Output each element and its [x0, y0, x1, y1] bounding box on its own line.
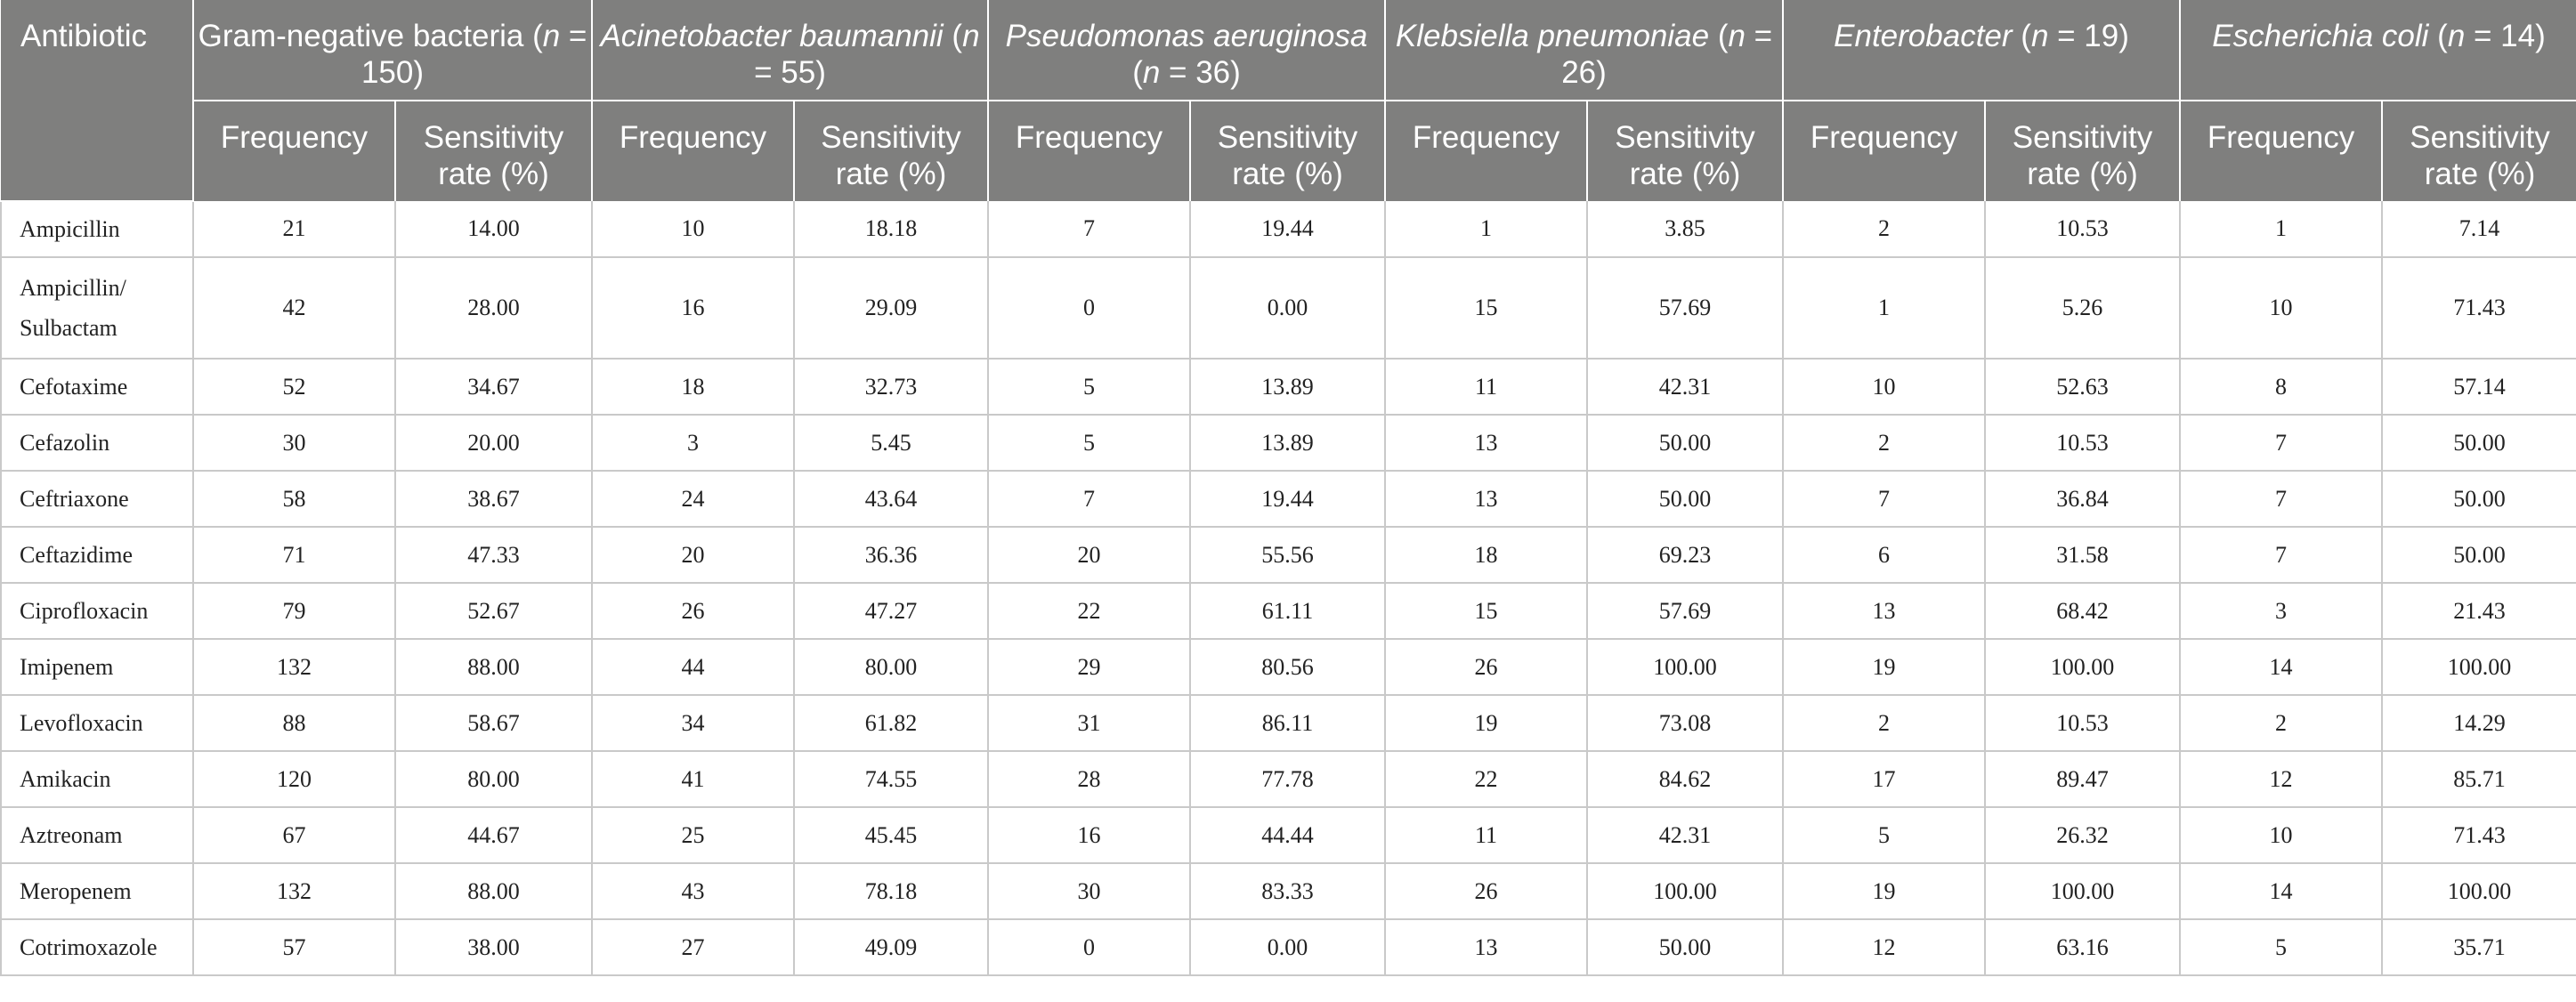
frequency-cell: 10 — [1783, 359, 1985, 415]
frequency-cell: 79 — [193, 583, 395, 639]
frequency-cell: 11 — [1385, 807, 1587, 863]
frequency-cell: 3 — [2180, 583, 2382, 639]
sensitivity-rate-cell: 36.84 — [1985, 471, 2180, 527]
sensitivity-header: Sensitivity rate (%) — [1985, 101, 2180, 201]
frequency-cell: 2 — [1783, 201, 1985, 257]
frequency-cell: 27 — [592, 919, 794, 975]
frequency-cell: 14 — [2180, 863, 2382, 919]
frequency-cell: 67 — [193, 807, 395, 863]
frequency-cell: 12 — [1783, 919, 1985, 975]
sensitivity-rate-cell: 26.32 — [1985, 807, 2180, 863]
sensitivity-header: Sensitivity rate (%) — [395, 101, 592, 201]
frequency-cell: 7 — [2180, 415, 2382, 471]
sensitivity-rate-cell: 50.00 — [1587, 415, 1783, 471]
frequency-cell: 5 — [988, 359, 1190, 415]
sensitivity-rate-cell: 10.53 — [1985, 415, 2180, 471]
frequency-cell: 19 — [1783, 639, 1985, 695]
frequency-cell: 132 — [193, 863, 395, 919]
sensitivity-rate-cell: 44.67 — [395, 807, 592, 863]
frequency-cell: 57 — [193, 919, 395, 975]
antibiotic-name-cell: Cefotaxime — [1, 359, 193, 415]
sensitivity-rate-cell: 20.00 — [395, 415, 592, 471]
frequency-cell: 34 — [592, 695, 794, 751]
frequency-cell: 7 — [2180, 527, 2382, 583]
sensitivity-rate-cell: 7.14 — [2382, 201, 2576, 257]
frequency-cell: 19 — [1385, 695, 1587, 751]
group-header-gram-negative: Gram-negative bacteria (n = 150) — [193, 0, 592, 101]
sensitivity-rate-cell: 74.55 — [794, 751, 988, 807]
frequency-cell: 18 — [592, 359, 794, 415]
frequency-header: Frequency — [2180, 101, 2382, 201]
sensitivity-rate-cell: 5.45 — [794, 415, 988, 471]
frequency-cell: 22 — [1385, 751, 1587, 807]
sensitivity-rate-cell: 69.23 — [1587, 527, 1783, 583]
frequency-cell: 30 — [193, 415, 395, 471]
table-row — [1, 639, 2576, 695]
table-row — [1, 527, 2576, 583]
frequency-cell: 26 — [1385, 639, 1587, 695]
frequency-cell: 13 — [1385, 471, 1587, 527]
sensitivity-rate-cell: 13.89 — [1190, 359, 1385, 415]
frequency-cell: 25 — [592, 807, 794, 863]
frequency-cell: 132 — [193, 639, 395, 695]
frequency-cell: 120 — [193, 751, 395, 807]
frequency-cell: 43 — [592, 863, 794, 919]
frequency-cell: 52 — [193, 359, 395, 415]
antibiotic-header: Antibiotic — [1, 0, 193, 201]
table-row — [1, 807, 2576, 863]
sensitivity-rate-cell: 68.42 — [1985, 583, 2180, 639]
sensitivity-rate-cell: 57.14 — [2382, 359, 2576, 415]
frequency-cell: 2 — [1783, 695, 1985, 751]
frequency-cell: 5 — [988, 415, 1190, 471]
frequency-cell: 31 — [988, 695, 1190, 751]
frequency-cell: 7 — [988, 201, 1190, 257]
frequency-cell: 7 — [2180, 471, 2382, 527]
sensitivity-rate-cell: 80.00 — [395, 751, 592, 807]
table-row — [1, 583, 2576, 639]
frequency-cell: 0 — [988, 919, 1190, 975]
group-header-escherichia: Escherichia coli (n = 14) — [2180, 0, 2576, 101]
frequency-cell: 1 — [2180, 201, 2382, 257]
sensitivity-rate-cell: 42.31 — [1587, 807, 1783, 863]
antibiotic-name-cell: Ceftazidime — [1, 527, 193, 583]
sensitivity-header: Sensitivity rate (%) — [2382, 101, 2576, 201]
sensitivity-rate-cell: 19.44 — [1190, 201, 1385, 257]
frequency-cell: 5 — [1783, 807, 1985, 863]
sensitivity-rate-cell: 58.67 — [395, 695, 592, 751]
frequency-cell: 2 — [2180, 695, 2382, 751]
frequency-cell: 42 — [193, 257, 395, 359]
frequency-cell: 88 — [193, 695, 395, 751]
sensitivity-rate-cell: 42.31 — [1587, 359, 1783, 415]
sensitivity-rate-cell: 52.67 — [395, 583, 592, 639]
frequency-cell: 16 — [988, 807, 1190, 863]
sensitivity-rate-cell: 10.53 — [1985, 201, 2180, 257]
sensitivity-header: Sensitivity rate (%) — [794, 101, 988, 201]
sensitivity-rate-cell: 10.53 — [1985, 695, 2180, 751]
antibiotic-name-cell: Levofloxacin — [1, 695, 193, 751]
sensitivity-rate-cell: 57.69 — [1587, 583, 1783, 639]
table-row — [1, 751, 2576, 807]
frequency-cell: 10 — [2180, 807, 2382, 863]
sensitivity-rate-cell: 21.43 — [2382, 583, 2576, 639]
sensitivity-rate-cell: 85.71 — [2382, 751, 2576, 807]
frequency-cell: 18 — [1385, 527, 1587, 583]
frequency-cell: 28 — [988, 751, 1190, 807]
sensitivity-rate-cell: 38.67 — [395, 471, 592, 527]
sensitivity-rate-cell: 34.67 — [395, 359, 592, 415]
frequency-cell: 17 — [1783, 751, 1985, 807]
sensitivity-rate-cell: 5.26 — [1985, 257, 2180, 359]
sensitivity-rate-cell: 63.16 — [1985, 919, 2180, 975]
frequency-cell: 0 — [988, 257, 1190, 359]
sensitivity-rate-cell: 84.62 — [1587, 751, 1783, 807]
sensitivity-rate-cell: 13.89 — [1190, 415, 1385, 471]
frequency-cell: 26 — [592, 583, 794, 639]
frequency-cell: 30 — [988, 863, 1190, 919]
sensitivity-rate-cell: 28.00 — [395, 257, 592, 359]
table-row — [1, 257, 2576, 359]
frequency-cell: 41 — [592, 751, 794, 807]
table-row — [1, 695, 2576, 751]
sensitivity-rate-cell: 100.00 — [1985, 639, 2180, 695]
table-row — [1, 863, 2576, 919]
frequency-cell: 20 — [988, 527, 1190, 583]
frequency-cell: 71 — [193, 527, 395, 583]
table-row — [1, 359, 2576, 415]
sensitivity-header: Sensitivity rate (%) — [1190, 101, 1385, 201]
frequency-cell: 44 — [592, 639, 794, 695]
sensitivity-rate-cell: 52.63 — [1985, 359, 2180, 415]
table-row — [1, 415, 2576, 471]
sensitivity-rate-cell: 43.64 — [794, 471, 988, 527]
sensitivity-rate-cell: 31.58 — [1985, 527, 2180, 583]
antibiotic-name-cell: Amikacin — [1, 751, 193, 807]
sensitivity-rate-cell: 47.33 — [395, 527, 592, 583]
group-header-klebsiella: Klebsiella pneumoniae (n = 26) — [1385, 0, 1783, 101]
sensitivity-rate-cell: 3.85 — [1587, 201, 1783, 257]
sensitivity-rate-cell: 57.69 — [1587, 257, 1783, 359]
frequency-cell: 24 — [592, 471, 794, 527]
frequency-cell: 13 — [1385, 415, 1587, 471]
frequency-cell: 20 — [592, 527, 794, 583]
frequency-cell: 14 — [2180, 639, 2382, 695]
sensitivity-header: Sensitivity rate (%) — [1587, 101, 1783, 201]
frequency-header: Frequency — [193, 101, 395, 201]
frequency-cell: 19 — [1783, 863, 1985, 919]
frequency-cell: 58 — [193, 471, 395, 527]
frequency-cell: 13 — [1783, 583, 1985, 639]
frequency-cell: 1 — [1783, 257, 1985, 359]
frequency-header: Frequency — [1385, 101, 1587, 201]
frequency-cell: 26 — [1385, 863, 1587, 919]
group-header-pseudomonas: Pseudomonas aeruginosa (n = 36) — [988, 0, 1385, 101]
sensitivity-rate-cell: 50.00 — [2382, 527, 2576, 583]
sensitivity-rate-cell: 38.00 — [395, 919, 592, 975]
frequency-cell: 16 — [592, 257, 794, 359]
frequency-cell: 10 — [2180, 257, 2382, 359]
frequency-cell: 7 — [988, 471, 1190, 527]
frequency-header: Frequency — [988, 101, 1190, 201]
frequency-cell: 22 — [988, 583, 1190, 639]
sensitivity-rate-cell: 100.00 — [1587, 639, 1783, 695]
sensitivity-rate-cell: 36.36 — [794, 527, 988, 583]
sensitivity-rate-cell: 47.27 — [794, 583, 988, 639]
antibiotic-name-cell: Ampicillin — [1, 201, 193, 257]
frequency-cell: 1 — [1385, 201, 1587, 257]
sensitivity-rate-cell: 50.00 — [2382, 471, 2576, 527]
frequency-cell: 3 — [592, 415, 794, 471]
frequency-cell: 7 — [1783, 471, 1985, 527]
table-row — [1, 919, 2576, 975]
sensitivity-rate-cell: 88.00 — [395, 863, 592, 919]
sensitivity-rate-cell: 45.45 — [794, 807, 988, 863]
sensitivity-rate-cell: 49.09 — [794, 919, 988, 975]
sensitivity-rate-cell: 61.11 — [1190, 583, 1385, 639]
table-row — [1, 471, 2576, 527]
frequency-cell: 8 — [2180, 359, 2382, 415]
sensitivity-rate-cell: 100.00 — [2382, 863, 2576, 919]
sensitivity-rate-cell: 0.00 — [1190, 919, 1385, 975]
header-row-metrics — [1, 101, 2576, 201]
antibiotic-name-cell: Ciprofloxacin — [1, 583, 193, 639]
sensitivity-rate-cell: 29.09 — [794, 257, 988, 359]
sensitivity-rate-cell: 100.00 — [1587, 863, 1783, 919]
sensitivity-rate-cell: 100.00 — [2382, 639, 2576, 695]
frequency-cell: 5 — [2180, 919, 2382, 975]
sensitivity-rate-cell: 73.08 — [1587, 695, 1783, 751]
sensitivity-rate-cell: 71.43 — [2382, 257, 2576, 359]
sensitivity-rate-cell: 19.44 — [1190, 471, 1385, 527]
frequency-header: Frequency — [592, 101, 794, 201]
antibiotic-name-cell: Ampicillin/ Sulbactam — [1, 257, 193, 359]
frequency-cell: 15 — [1385, 583, 1587, 639]
sensitivity-rate-cell: 44.44 — [1190, 807, 1385, 863]
sensitivity-rate-cell: 50.00 — [2382, 415, 2576, 471]
frequency-cell: 12 — [2180, 751, 2382, 807]
sensitivity-rate-cell: 88.00 — [395, 639, 592, 695]
antibiotic-name-cell: Cefazolin — [1, 415, 193, 471]
table-body — [1, 201, 2576, 975]
sensitivity-rate-cell: 0.00 — [1190, 257, 1385, 359]
sensitivity-rate-cell: 89.47 — [1985, 751, 2180, 807]
frequency-cell: 11 — [1385, 359, 1587, 415]
sensitivity-rate-cell: 77.78 — [1190, 751, 1385, 807]
group-header-enterobacter: Enterobacter (n = 19) — [1783, 0, 2180, 101]
frequency-cell: 15 — [1385, 257, 1587, 359]
sensitivity-rate-cell: 55.56 — [1190, 527, 1385, 583]
table-row — [1, 201, 2576, 257]
sensitivity-rate-cell: 100.00 — [1985, 863, 2180, 919]
sensitivity-rate-cell: 78.18 — [794, 863, 988, 919]
sensitivity-rate-cell: 50.00 — [1587, 919, 1783, 975]
frequency-cell: 29 — [988, 639, 1190, 695]
frequency-cell: 2 — [1783, 415, 1985, 471]
sensitivity-rate-cell: 61.82 — [794, 695, 988, 751]
antibiotic-name-cell: Ceftriaxone — [1, 471, 193, 527]
header-row-groups — [1, 0, 2576, 101]
frequency-cell: 10 — [592, 201, 794, 257]
antibiotic-name-cell: Aztreonam — [1, 807, 193, 863]
antibiotic-name-cell: Meropenem — [1, 863, 193, 919]
sensitivity-rate-cell: 35.71 — [2382, 919, 2576, 975]
antibiotic-name-cell: Imipenem — [1, 639, 193, 695]
sensitivity-rate-cell: 83.33 — [1190, 863, 1385, 919]
frequency-header: Frequency — [1783, 101, 1985, 201]
group-header-acinetobacter: Acinetobacter baumannii (n = 55) — [592, 0, 988, 101]
frequency-cell: 6 — [1783, 527, 1985, 583]
sensitivity-rate-cell: 71.43 — [2382, 807, 2576, 863]
sensitivity-rate-cell: 80.56 — [1190, 639, 1385, 695]
sensitivity-rate-cell: 32.73 — [794, 359, 988, 415]
frequency-cell: 21 — [193, 201, 395, 257]
sensitivity-rate-cell: 18.18 — [794, 201, 988, 257]
sensitivity-rate-cell: 14.00 — [395, 201, 592, 257]
sensitivity-rate-cell: 50.00 — [1587, 471, 1783, 527]
sensitivity-rate-cell: 14.29 — [2382, 695, 2576, 751]
frequency-cell: 13 — [1385, 919, 1587, 975]
antibiotic-name-cell: Cotrimoxazole — [1, 919, 193, 975]
sensitivity-rate-cell: 80.00 — [794, 639, 988, 695]
sensitivity-rate-cell: 86.11 — [1190, 695, 1385, 751]
